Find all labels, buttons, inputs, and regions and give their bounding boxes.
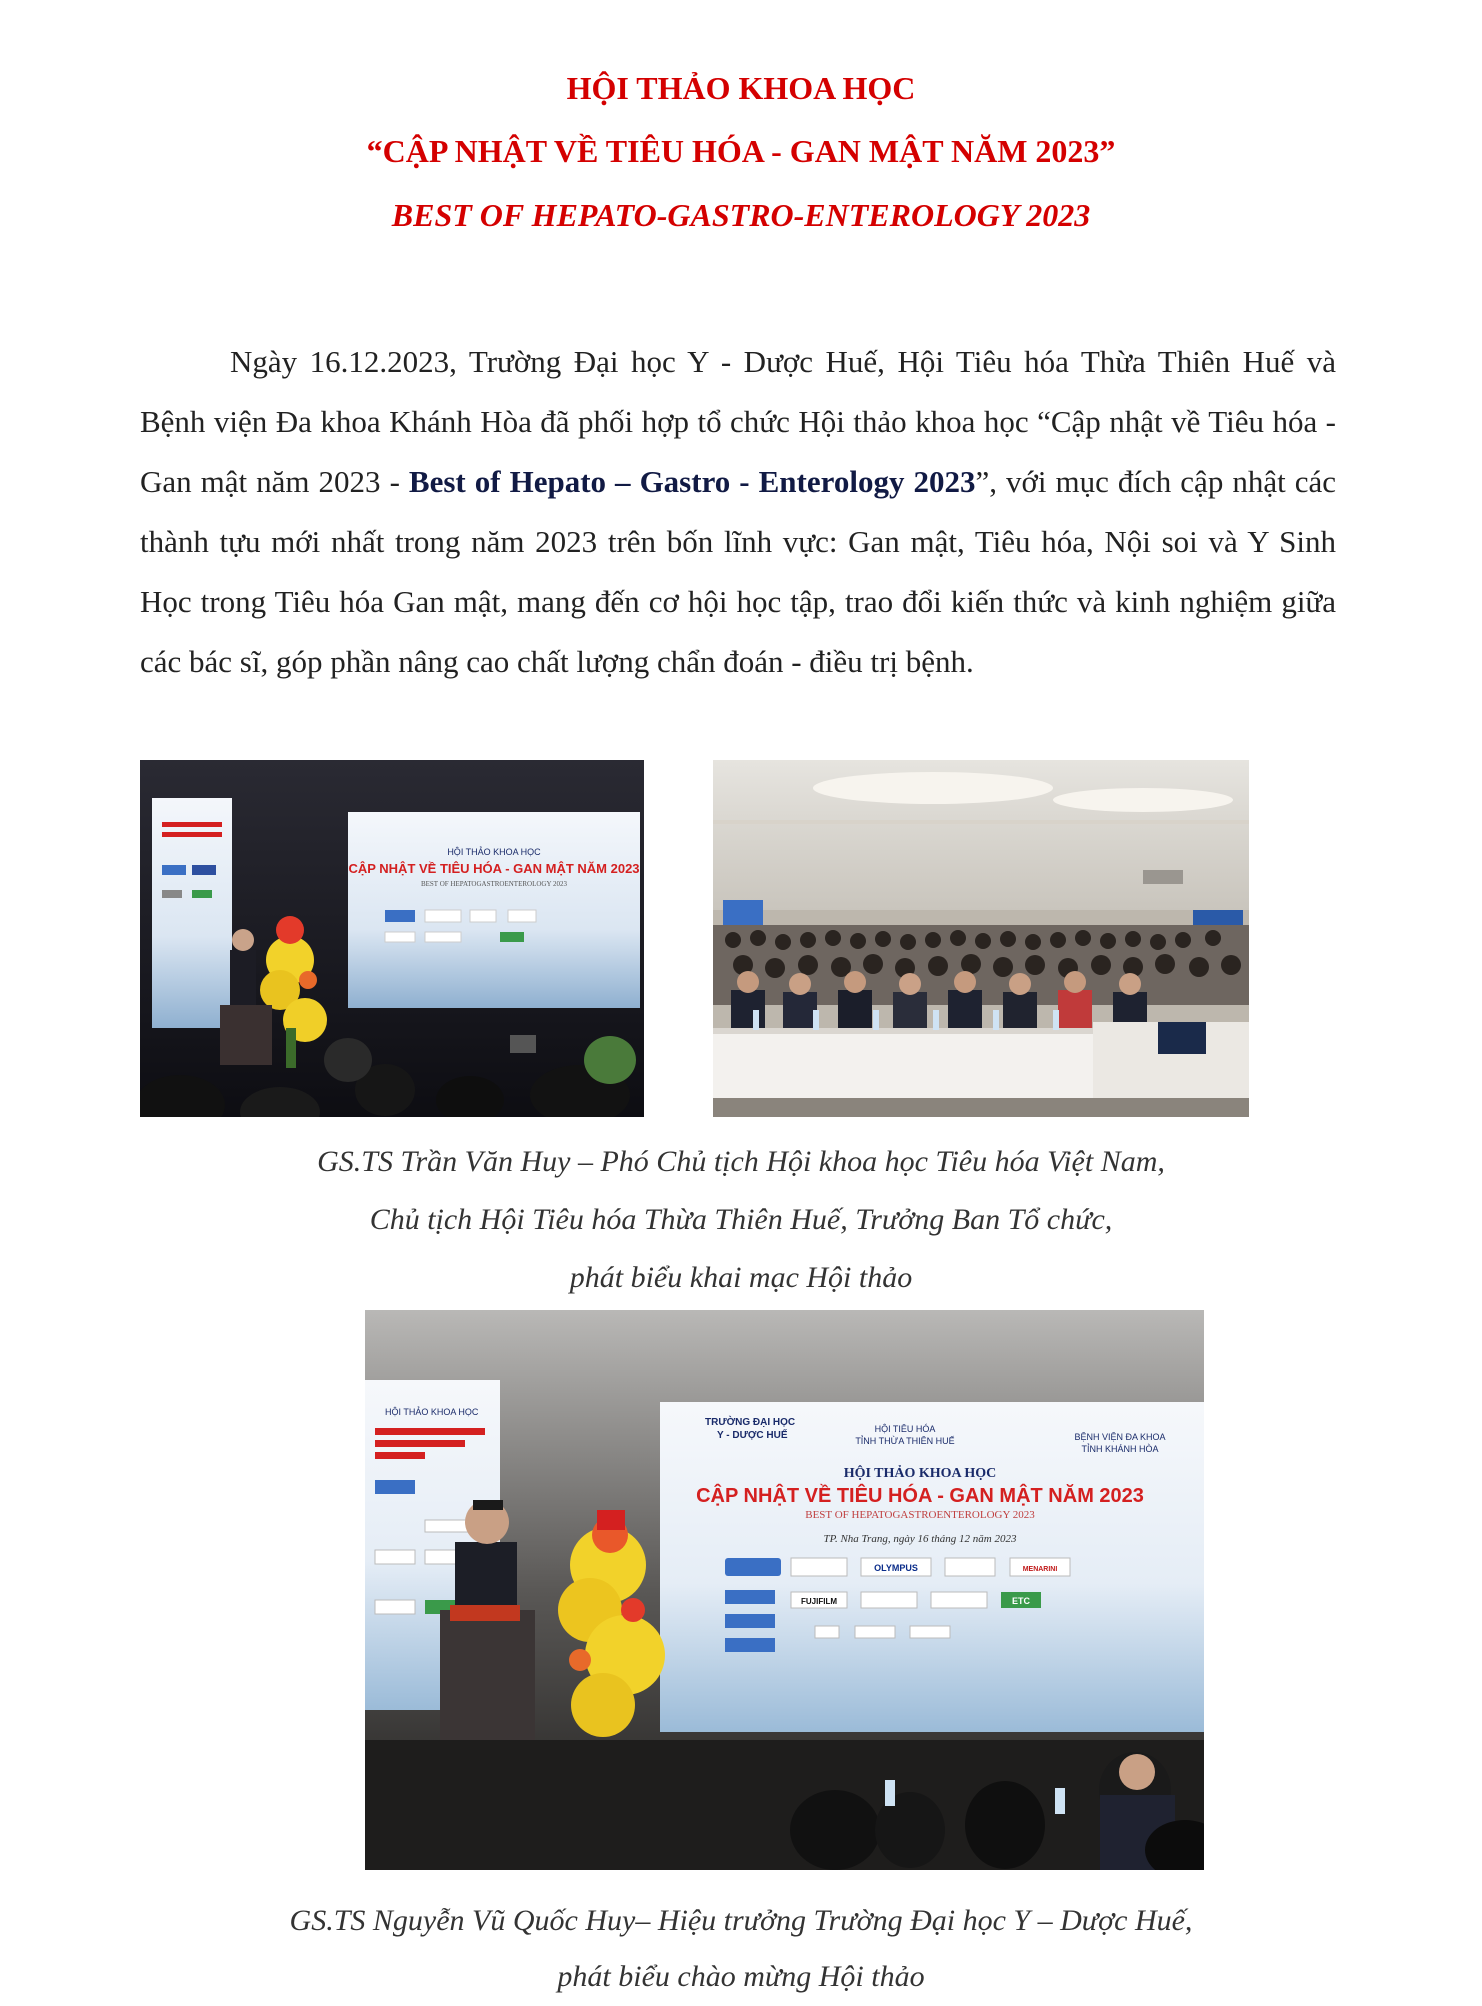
photo-conference-hall: [713, 760, 1249, 1117]
screen-org-left-2: Y - DƯỢC HUẾ: [717, 1430, 788, 1441]
sponsor-olympus: OLYMPUS: [874, 1563, 918, 1573]
stage-screen-title: CẬP NHẬT VỀ TIÊU HÓA - GAN MẬT NĂM 2023: [348, 861, 640, 876]
screen-heading: HỘI THẢO KHOA HỌC: [843, 1466, 997, 1481]
body-paragraph: [140, 332, 1336, 692]
sponsor-menarini: MENARINI: [1022, 1566, 1058, 1573]
screen-subtitle: BEST OF HEPATOGASTROENTEROLOGY 2023: [805, 1509, 1035, 1521]
stage-screen-heading: HỘI THẢO KHOA HỌC: [447, 847, 541, 857]
caption-1-line-3: phát biểu khai mạc Hội thảo: [569, 1261, 913, 1294]
caption-2-line-1: GS.TS Nguyễn Vũ Quốc Huy– Hiệu trưởng Trường Đại học Y – Dược Huế,: [289, 1904, 1193, 1937]
sponsor-etc: ETC: [1012, 1596, 1030, 1606]
heading-line-1: HỘI THẢO KHOA HỌC: [566, 70, 916, 106]
screen-org-right-2: TỈNH KHÁNH HÒA: [1081, 1444, 1159, 1454]
caption-1-line-1: GS.TS Trần Văn Huy – Phó Chủ tịch Hội khoa học Tiêu hóa Việt Nam,: [317, 1145, 1165, 1178]
caption-2-line-2: phát biểu chào mừng Hội thảo: [557, 1960, 925, 1993]
screen-org-mid: HỘI TIÊU HÓA: [874, 1424, 936, 1434]
photo-speaker-opening: [140, 760, 644, 1117]
screen-date: TP. Nha Trang, ngày 16 tháng 12 năm 2023: [823, 1533, 1017, 1545]
screen-org-mid-2: TỈNH THỪA THIÊN HUẾ: [855, 1436, 955, 1446]
heading-line-3: BEST OF HEPATO-GASTRO-ENTEROLOGY 2023: [391, 197, 1091, 233]
stage-screen-subtitle: BEST OF HEPATOGASTROENTEROLOGY 2023: [420, 880, 568, 888]
sponsor-fujifilm: FUJIFILM: [801, 1597, 837, 1606]
body-text-bold: Best of Hepato – Gastro - Enterology 2023: [408, 464, 976, 499]
screen-org-right: BỆNH VIỆN ĐA KHOA: [1074, 1432, 1166, 1442]
body-text-part2: ”, với mục đích cập nhật các thành tựu mới nhất trong năm 2023 trên bốn lĩnh vực: Gan mật, Tiêu hóa, Nội soi và Y Sinh Học trong Tiêu hóa Gan mật, mang đến cơ hội học tập, trao đổi kiến thức và kinh nghiệm giữa các bác sĩ, góp phần nâng cao chất lượng chẩn đoán - điều trị bệnh.: [140, 464, 1337, 679]
banner-heading: HỘI THẢO KHOA HỌC: [385, 1407, 479, 1417]
caption-1-line-2: Chủ tịch Hội Tiêu hóa Thừa Thiên Huế, Trưởng Ban Tổ chức,: [369, 1203, 1113, 1236]
screen-org-left: TRƯỜNG ĐẠI HỌC: [705, 1417, 796, 1428]
photo-rector-speech: [365, 1310, 1204, 1870]
body-text-part1: Ngày 16.12.2023, Trường Đại học Y - Dược Huế, Hội Tiêu hóa Thừa Thiên Huế và Bệnh viện Đa khoa Khánh Hòa đã phối hợp tổ chức Hội thảo khoa học “Cập nhật về Tiêu hóa - Gan mật năm 2023 -: [140, 344, 1336, 499]
heading-line-2: “CẬP NHẬT VỀ TIÊU HÓA - GAN MẬT NĂM 2023”: [366, 133, 1116, 169]
screen-title: CẬP NHẬT VỀ TIÊU HÓA - GAN MẬT NĂM 2023: [696, 1485, 1144, 1507]
